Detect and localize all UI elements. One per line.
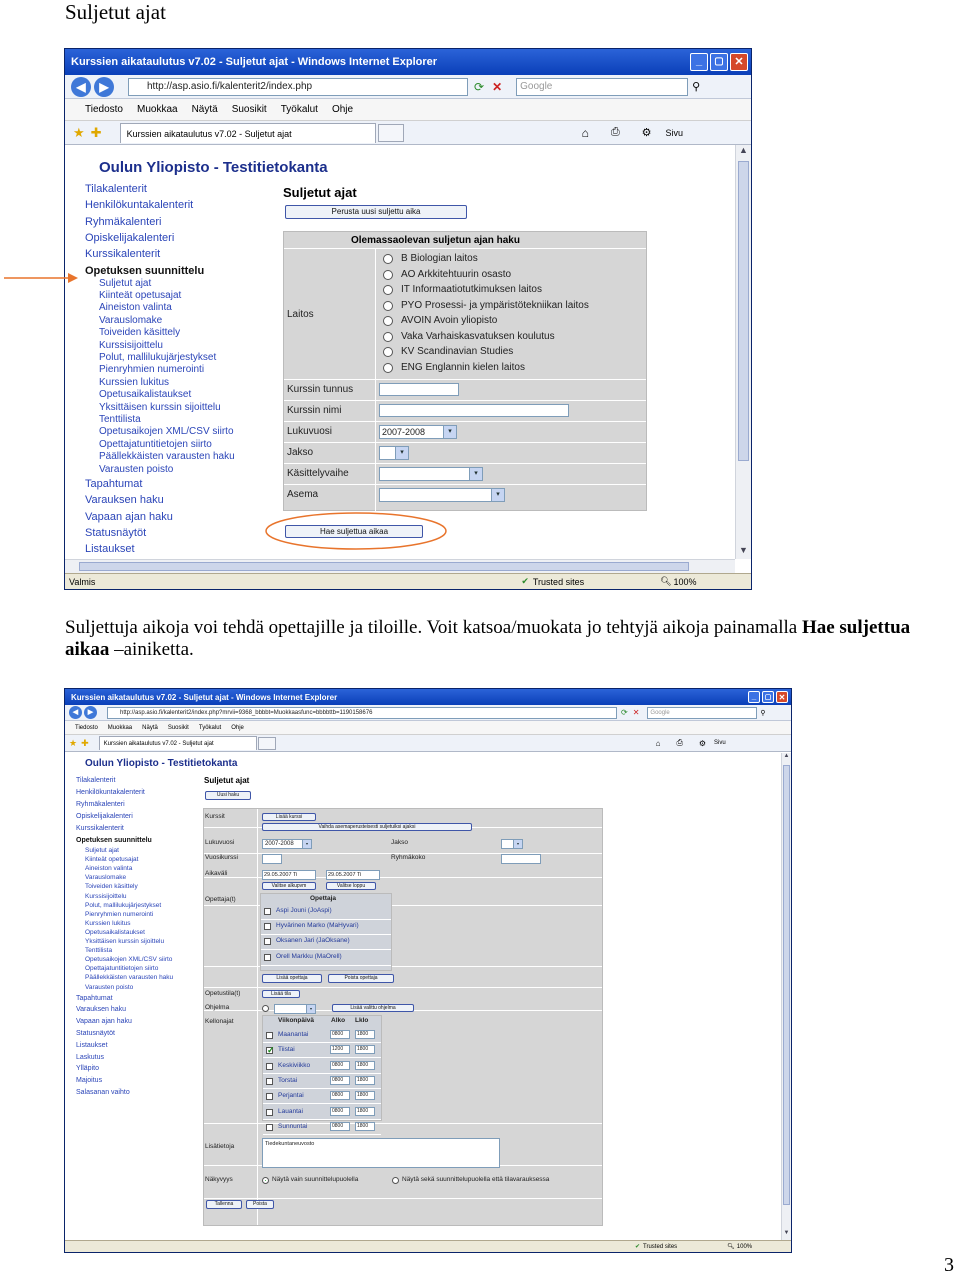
laitos-radio[interactable] <box>383 270 393 280</box>
nav-sub-link[interactable]: Varausten poisto <box>99 463 174 475</box>
course-name-input[interactable] <box>379 404 569 417</box>
chevron-down-icon[interactable]: ▾ <box>395 447 408 459</box>
forward-icon[interactable]: ▶ <box>84 706 97 719</box>
nav-link[interactable]: Ylläpito <box>76 1065 99 1073</box>
add-favorite-icon[interactable]: ✚ <box>81 737 89 748</box>
vertical-scrollbar[interactable] <box>781 753 791 1240</box>
nav-sub-link[interactable]: Suljetut ajat <box>99 277 152 289</box>
teacher-checkbox[interactable] <box>264 923 271 930</box>
teacher-row-line <box>261 949 391 950</box>
scroll-thumb[interactable] <box>738 161 749 461</box>
save-button[interactable]: Tallenna <box>206 1200 242 1209</box>
ie-window-search <box>64 48 752 590</box>
search-icon[interactable]: ⚲ <box>692 81 701 93</box>
year-course-label: Vuosikurssi <box>205 854 238 861</box>
nav-link[interactable]: Ryhmäkalenteri <box>76 801 125 808</box>
page-menu[interactable]: Sivu <box>714 740 726 746</box>
times-label: Kellonajat <box>205 1018 234 1025</box>
chevron-down-icon[interactable]: ▾ <box>491 489 504 501</box>
form-row-line <box>284 379 646 380</box>
panel-title: Suljetut ajat <box>283 185 357 200</box>
search-input[interactable]: Google <box>647 707 757 719</box>
end-time-input[interactable]: 1800 <box>355 1091 375 1100</box>
menu-item-file[interactable]: Tiedosto <box>85 104 123 115</box>
form-divider <box>375 249 376 511</box>
teacher-header: Opettaja <box>310 895 337 902</box>
menu-item-tools[interactable]: Työkalut <box>198 724 222 731</box>
nav-sub-link[interactable]: Aineiston valinta <box>85 865 133 873</box>
refresh-icon[interactable]: ⟳ <box>474 79 485 94</box>
maximize-icon[interactable]: ▢ <box>710 53 728 71</box>
page-menu[interactable]: Sivu <box>665 127 684 138</box>
nav-sub-link[interactable]: Kurssisijoittelu <box>85 892 127 900</box>
menu-item-view[interactable]: Näytä <box>142 724 158 731</box>
visibility-option-planning: Näytä vain suunnittelupuolella <box>272 1176 359 1183</box>
form-row-line <box>204 987 602 988</box>
scroll-thumb-h[interactable] <box>79 562 689 571</box>
highlight-ellipse <box>261 509 461 559</box>
end-time-input[interactable]: 1800 <box>355 1076 375 1085</box>
nav-sub-link[interactable]: Kurssien lukitus <box>99 376 170 388</box>
nav-sub-link[interactable]: Pienryhmien numerointi <box>99 364 205 376</box>
chevron-down-icon[interactable]: ▾ <box>469 468 482 480</box>
academic-year-select[interactable] <box>379 425 457 439</box>
stop-icon[interactable]: ✕ <box>632 708 640 717</box>
tools-icon[interactable]: ⚙ <box>641 127 652 139</box>
day-name: Tiistai <box>278 1046 295 1054</box>
nav-link[interactable]: Vapaan ajan haku <box>85 510 173 523</box>
zoom-level[interactable]: 100% <box>673 576 697 587</box>
period-label: Jakso <box>391 839 408 846</box>
field-label: Jakso <box>287 447 314 458</box>
day-row-line <box>263 1134 381 1135</box>
menu-item-favorites[interactable]: Suosikit <box>231 104 267 115</box>
laitos-radio[interactable] <box>383 316 393 326</box>
pick-start-date-button[interactable]: Valitse alkupvm <box>262 882 316 890</box>
day-row-line <box>263 1057 381 1058</box>
field-label: Asema <box>287 489 319 500</box>
start-time-input[interactable]: 0800 <box>330 1030 350 1039</box>
tab-bar <box>65 735 791 752</box>
caption-text-2: –ainiketta. <box>109 639 194 660</box>
change-course-button[interactable]: Vaihda asemaperusteisesti suljetuiksi ajaksi <box>262 823 472 831</box>
nav-link[interactable]: Listaukset <box>76 1041 108 1049</box>
start-header: Alko <box>331 1017 346 1024</box>
day-row-line <box>263 1073 381 1074</box>
tab-bar <box>65 121 751 145</box>
teacher-row-line <box>261 934 391 935</box>
academic-year-select-value: 2007-2008 <box>265 841 294 847</box>
nav-sub-link[interactable]: Aineiston valinta <box>99 302 172 314</box>
form-row-line <box>284 442 646 443</box>
window-titlebar <box>65 689 791 705</box>
nav-link[interactable]: Henkilökuntakalenterit <box>85 199 194 212</box>
nav-link[interactable]: Tapahtumat <box>85 477 143 490</box>
window-titlebar <box>65 49 751 75</box>
nav-link[interactable]: Henkilökuntakalenterit <box>76 789 145 796</box>
group-size-label: Ryhmäkoko <box>391 854 426 861</box>
nav-sub-link[interactable]: Opetusaikalistaukset <box>85 928 145 936</box>
page-heading: Suljetut ajat <box>65 0 166 24</box>
day-checkbox[interactable] <box>266 1032 273 1039</box>
nav-sub-link[interactable]: Päällekkäisten varausten haku <box>99 451 235 463</box>
add-program-button[interactable]: Lisää valittu ohjelma <box>332 1004 414 1012</box>
period-select[interactable] <box>379 446 409 460</box>
trusted-sites-label: Trusted sites <box>532 576 585 587</box>
status-select[interactable] <box>379 488 505 502</box>
teacher-checkbox[interactable] <box>264 954 271 961</box>
new-tab-button[interactable] <box>258 737 276 750</box>
nav-sub-link[interactable]: Varausten poisto <box>85 983 134 991</box>
nav-sub-link[interactable]: Opettajatuntitietojen siirto <box>99 438 212 450</box>
form-row-line <box>284 463 646 464</box>
nav-link[interactable]: Ryhmäkalenteri <box>85 215 162 228</box>
search-form-title: Olemassaolevan suljetun ajan haku <box>351 235 520 246</box>
address-bar <box>65 705 791 721</box>
year-course-input[interactable] <box>262 854 282 864</box>
form-divider <box>257 809 258 1225</box>
end-time-input[interactable]: 1800 <box>355 1030 375 1039</box>
visibility-radio-planning[interactable] <box>262 1177 269 1184</box>
day-checkbox[interactable] <box>266 1078 273 1085</box>
teacher-row-line <box>261 965 391 966</box>
forward-icon[interactable]: ▶ <box>94 77 114 97</box>
nav-link[interactable]: Laskutus <box>76 1053 105 1061</box>
add-course-button[interactable]: Lisää kurssi <box>262 813 316 821</box>
teachers-label: Opettaja(t) <box>205 896 236 903</box>
nav-sub-link[interactable]: Yksittäisen kurssin sijoittelu <box>99 401 221 413</box>
start-time-input[interactable]: 0800 <box>330 1076 350 1085</box>
academic-year-select[interactable] <box>262 839 312 849</box>
close-icon[interactable]: ✕ <box>776 691 788 703</box>
rooms-label: Opetustila(t) <box>205 990 241 997</box>
laitos-option-label: KV Scandinavian Studies <box>401 346 514 357</box>
form-row-line <box>284 248 646 249</box>
add-room-button[interactable]: Lisää tila <box>262 990 300 998</box>
chevron-down-icon[interactable]: ▾ <box>306 1005 315 1013</box>
horizontal-scrollbar[interactable] <box>65 559 735 573</box>
menu-bar <box>65 99 751 121</box>
back-icon[interactable]: ◀ <box>71 77 91 97</box>
refresh-icon[interactable]: ⟳ <box>621 708 628 717</box>
chevron-down-icon[interactable]: ▾ <box>302 840 311 848</box>
app-title: Oulun Yliopisto - Testitietokanta <box>99 159 328 176</box>
status-text: Valmis <box>69 576 96 587</box>
end-header: Lklo <box>355 1017 369 1024</box>
nav-sub-link[interactable]: Yksittäisen kurssin sijoittelu <box>85 938 165 945</box>
trusted-sites-label: Trusted sites <box>643 1243 678 1250</box>
end-time-input[interactable]: 1800 <box>355 1122 375 1131</box>
nav-link[interactable]: Kurssikalenterit <box>76 825 124 832</box>
favorites-star-icon[interactable]: ★ <box>73 124 85 140</box>
scroll-thumb[interactable] <box>783 765 790 1205</box>
start-time-input[interactable]: 1200 <box>330 1045 350 1054</box>
field-label: Lukuvuosi <box>287 426 333 437</box>
teacher-row-line <box>261 919 391 920</box>
tools-icon[interactable]: ⚙ <box>698 738 707 748</box>
form-row-line <box>284 400 646 401</box>
browser-tab[interactable]: Kurssien aikataulutus v7.02 - Suljetut ajat <box>120 123 376 143</box>
print-icon[interactable]: ⎙ <box>610 126 620 138</box>
day-name: Perjantai <box>278 1092 304 1100</box>
laitos-option-label: ENG Englannin kielen laitos <box>401 361 525 373</box>
add-favorite-icon[interactable]: ✚ <box>90 124 102 140</box>
academic-year-label: Lukuvuosi <box>205 839 235 846</box>
time-range-label: Aikaväli <box>205 870 228 877</box>
field-label: Kurssin nimi <box>287 405 342 416</box>
nav-sub-link[interactable]: Opettajatuntitietojen siirto <box>85 965 159 973</box>
nav-sub-link[interactable]: Kurssien lukitus <box>85 919 131 927</box>
start-time-input[interactable]: 0800 <box>330 1107 350 1116</box>
start-time-input[interactable]: 0800 <box>330 1122 350 1131</box>
program-select[interactable] <box>274 1004 316 1014</box>
zoom-icon[interactable]: 🔍︎ <box>727 1244 735 1250</box>
program-radio[interactable] <box>262 1005 269 1012</box>
laitos-option-label: AO Arkkitehtuurin osasto <box>401 268 512 280</box>
notes-textarea[interactable]: Tiedekuntaneuvosto <box>262 1138 500 1168</box>
end-date-input[interactable]: 29.05.2007 Ti <box>326 870 380 880</box>
teacher-name: Aspi Jouni (JoAspi) <box>276 907 332 914</box>
url-field[interactable]: http://asp.asio.fi/kalenterit2/index.php <box>128 78 468 96</box>
processing-stage-select[interactable] <box>379 467 483 481</box>
teacher-checkbox[interactable] <box>264 908 271 915</box>
laitos-label: Laitos <box>287 309 314 320</box>
search-icon[interactable]: ⚲ <box>760 709 766 717</box>
start-time-input[interactable]: 0800 <box>330 1061 350 1070</box>
nav-link[interactable]: Varauksen haku <box>85 494 164 507</box>
search-closed-time-button[interactable]: Hae suljettua aikaa <box>285 525 423 538</box>
nav-section-title[interactable]: Opetuksen suunnittelu <box>85 264 205 277</box>
browser-tab[interactable]: Kurssien aikataulutus v7.02 - Suljetut ajat <box>99 736 257 750</box>
menu-item-edit[interactable]: Muokkaa <box>107 724 133 731</box>
teacher-name: Oksanen Jari (JaOksane) <box>276 937 350 945</box>
laitos-radio[interactable] <box>383 285 393 295</box>
start-time-input[interactable]: 0800 <box>330 1091 350 1100</box>
pick-end-date-button[interactable]: Valitse loppu <box>326 882 376 890</box>
visibility-radio-both[interactable] <box>392 1177 399 1184</box>
vertical-scrollbar[interactable] <box>735 145 751 559</box>
nav-sub-link[interactable]: Tenttilista <box>99 413 141 425</box>
nav-sub-link[interactable]: Kiinteät opetusajat <box>99 289 182 301</box>
caption-bold: Hae suljettua aikaa <box>65 617 911 660</box>
new-closed-time-button[interactable]: Perusta uusi suljettu aika <box>285 205 467 219</box>
day-row-line <box>263 1119 381 1120</box>
day-checkbox[interactable] <box>266 1124 273 1131</box>
academic-year-select-value: 2007-2008 <box>382 427 426 437</box>
day-row-line <box>263 1042 381 1043</box>
visibility-option-both: Näytä sekä suunnittelupuolella että tilavarauksessa <box>402 1176 550 1183</box>
nav-sub-link[interactable]: Tenttilista <box>85 947 113 955</box>
nav-sub-link[interactable]: Polut, mallilukujärjestykset <box>99 351 217 363</box>
scroll-up-icon[interactable]: ▲ <box>739 145 748 155</box>
app-title: Oulun Yliopisto - Testitietokanta <box>85 758 238 769</box>
menu-item-tools[interactable]: Työkalut <box>280 104 318 115</box>
chevron-down-icon[interactable]: ▾ <box>513 840 522 848</box>
start-date-input[interactable]: 29.05.2007 Ti <box>262 870 316 880</box>
laitos-radio[interactable] <box>383 254 393 264</box>
day-checkbox[interactable] <box>266 1109 273 1116</box>
nav-section-title[interactable]: Opetuksen suunnittelu <box>76 837 152 844</box>
notes-label: Lisätietoja <box>205 1143 235 1150</box>
zoom-icon[interactable]: 🔍︎ <box>660 576 672 586</box>
menu-item-help[interactable]: Ohje <box>331 104 354 115</box>
nav-sub-link[interactable]: Kiinteät opetusajat <box>85 856 139 864</box>
form-row-line <box>284 484 646 485</box>
day-row-line <box>263 1088 381 1089</box>
status-bar <box>65 1240 791 1252</box>
page-number: 3 <box>944 1254 954 1276</box>
laitos-option-label: IT Informaatiotutkimuksen laitos <box>401 284 542 295</box>
url-field[interactable]: http://asp.asio.fi/kalenterit2/index.php?mrvii=9368_bbbbt=Muokkaasfunc=bbbbttb=1190158676 <box>107 707 617 719</box>
panel-title: Suljetut ajat <box>204 776 250 785</box>
chevron-down-icon[interactable]: ▾ <box>443 426 456 438</box>
laitos-option-label: Vaka Varhaiskasvatuksen koulutus <box>401 330 555 342</box>
laitos-radio[interactable] <box>383 332 393 342</box>
day-header: Viikonpäivä <box>278 1017 315 1024</box>
period-select[interactable] <box>501 839 523 849</box>
maximize-icon[interactable]: ▢ <box>762 691 774 703</box>
address-bar <box>65 75 751 99</box>
teacher-checkbox[interactable] <box>264 938 271 945</box>
nav-sub-link[interactable]: Kurssisijoittelu <box>99 339 163 351</box>
nav-link[interactable]: Tilakalenterit <box>76 777 116 784</box>
home-icon[interactable]: ⌂ <box>581 125 589 140</box>
laitos-option-label: B Biologian laitos <box>401 253 478 264</box>
nav-sub-link[interactable]: Varauslomake <box>85 874 127 882</box>
menu-item-file[interactable]: Tiedosto <box>75 724 98 731</box>
nav-sub-link[interactable]: Toiveiden käsittely <box>85 883 138 891</box>
day-name: Lauantai <box>278 1107 303 1115</box>
print-icon[interactable]: ⎙ <box>676 738 683 747</box>
nav-sub-link[interactable]: Opetusaikojen XML/CSV siirto <box>85 956 173 964</box>
minimize-icon[interactable]: _ <box>690 53 708 71</box>
day-name: Torstai <box>278 1076 298 1084</box>
menu-item-view[interactable]: Näytä <box>191 104 218 115</box>
nav-sub-link[interactable]: Polut, mallilukujärjestykset <box>85 901 162 909</box>
day-name: Sunnuntai <box>278 1122 308 1130</box>
zoom-level[interactable]: 100% <box>736 1243 753 1250</box>
form-row-line <box>204 1198 602 1199</box>
nav-link[interactable]: Listaukset <box>85 543 135 556</box>
nav-sub-link[interactable]: Pienryhmien numerointi <box>85 910 154 918</box>
day-checkbox[interactable] <box>266 1047 273 1054</box>
program-label: Ohjelma <box>205 1004 230 1011</box>
nav-link[interactable]: Opiskelijakalenteri <box>76 813 133 820</box>
new-search-button[interactable]: Uusi haku <box>205 791 251 800</box>
close-icon[interactable]: ✕ <box>730 53 748 71</box>
delete-button[interactable]: Poista <box>246 1200 274 1209</box>
end-time-input[interactable]: 1800 <box>355 1045 375 1054</box>
remove-teacher-button[interactable]: Poista opettaja <box>328 974 394 983</box>
nav-link[interactable]: Varauksen haku <box>76 1006 127 1014</box>
add-teacher-button[interactable]: Lisää opettaja <box>262 974 322 983</box>
nav-link[interactable]: Tilakalenterit <box>85 183 147 195</box>
nav-link[interactable]: Tapahtumat <box>76 994 113 1002</box>
field-label: Kurssin tunnus <box>287 384 354 395</box>
laitos-radio[interactable] <box>383 301 393 311</box>
search-input[interactable]: Google <box>516 78 688 96</box>
nav-sub-link[interactable]: Varauslomake <box>99 314 163 326</box>
trusted-check-icon: ✔ <box>635 1244 641 1250</box>
favorites-star-icon[interactable]: ★ <box>69 737 78 748</box>
nav-link[interactable]: Vapaan ajan haku <box>76 1018 132 1026</box>
end-time-input[interactable]: 1800 <box>355 1061 375 1070</box>
laitos-option-label: AVOIN Avoin yliopisto <box>401 315 498 326</box>
nav-sub-link[interactable]: Päällekkäisten varausten haku <box>85 974 174 982</box>
back-icon[interactable]: ◀ <box>69 706 82 719</box>
day-checkbox[interactable] <box>266 1093 273 1100</box>
nav-link[interactable]: Salasanan vaihto <box>76 1089 130 1096</box>
scroll-down-icon[interactable]: ▼ <box>783 1230 790 1236</box>
laitos-radio[interactable] <box>383 363 393 373</box>
nav-sub-link[interactable]: Toiveiden käsittely <box>99 327 181 339</box>
end-time-input[interactable]: 1800 <box>355 1107 375 1116</box>
menu-item-favorites[interactable]: Suosikit <box>167 724 189 731</box>
home-icon[interactable]: ⌂ <box>655 738 661 748</box>
page-content <box>65 753 779 1240</box>
scroll-down-icon[interactable]: ▼ <box>739 545 748 555</box>
scroll-up-icon[interactable]: ▲ <box>783 753 790 759</box>
window-title: Kurssien aikataulutus v7.02 - Suljetut ajat - Windows Internet Explorer <box>71 692 338 702</box>
nav-sub-link[interactable]: Opetusaikalistaukset <box>99 389 192 401</box>
nav-link[interactable]: Opiskelijakalenteri <box>85 231 175 244</box>
annotation-arrow <box>4 272 84 284</box>
nav-link[interactable]: Statusnäytöt <box>85 526 147 539</box>
group-size-input[interactable] <box>501 854 541 864</box>
teacher-name: Orell Markku (MaOrell) <box>276 952 342 960</box>
field-label: Käsittelyvaihe <box>287 468 349 479</box>
stop-icon[interactable]: ✕ <box>492 79 503 94</box>
teacher-name: Hyvärinen Marko (MaHyvari) <box>276 922 359 930</box>
menu-item-help[interactable]: Ohje <box>231 724 244 731</box>
ie-window-edit <box>64 688 792 1253</box>
nav-link[interactable]: Statusnäytöt <box>76 1030 115 1037</box>
visibility-label: Näkyvyys <box>205 1176 233 1183</box>
day-name: Keskiviikko <box>278 1061 311 1069</box>
courses-label: Kurssit <box>205 813 225 820</box>
caption-text-1: Suljettuja aikoja voi tehdä opettajille ja tiloille. Voit katsoa/muokata jo tehtyjä aikoja painamalla <box>65 617 802 638</box>
day-name: Maanantai <box>278 1031 309 1038</box>
menu-item-edit[interactable]: Muokkaa <box>136 104 178 115</box>
laitos-radio[interactable] <box>383 347 393 357</box>
form-row-line <box>284 421 646 422</box>
laitos-option-label: PYO Prosessi- ja ympäristötekniikan laitos <box>401 299 589 311</box>
day-checkbox[interactable] <box>266 1063 273 1070</box>
nav-link[interactable]: Majoitus <box>76 1077 103 1085</box>
window-title: Kurssien aikataulutus v7.02 - Suljetut ajat - Windows Internet Explorer <box>71 56 438 68</box>
status-bar <box>65 573 751 589</box>
new-tab-button[interactable] <box>378 124 404 142</box>
day-row-line <box>263 1103 381 1104</box>
course-code-input[interactable] <box>379 383 459 396</box>
minimize-icon[interactable]: _ <box>748 691 760 703</box>
trusted-check-icon: ✔ <box>521 576 529 586</box>
page-content <box>65 145 735 559</box>
nav-sub-link[interactable]: Opetusaikojen XML/CSV siirto <box>99 426 234 438</box>
caption <box>65 617 935 661</box>
nav-link[interactable]: Kurssikalenterit <box>85 248 161 261</box>
form-row-line <box>204 1123 602 1124</box>
nav-sub-link[interactable]: Suljetut ajat <box>85 847 119 854</box>
menu-bar <box>65 721 791 735</box>
